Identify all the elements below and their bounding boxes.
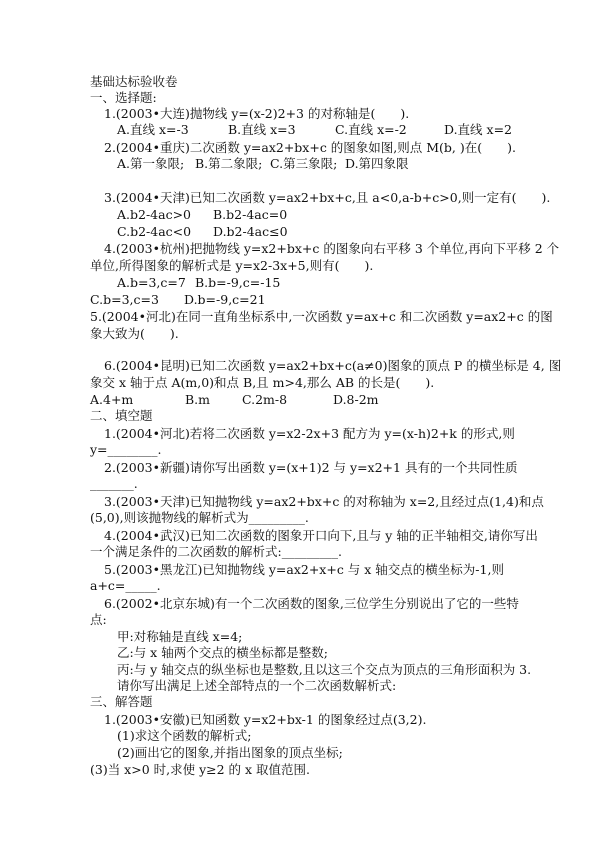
s2-q5-line1: 5.(2003•黑龙江)已知抛物线 y=ax2+x+c 与 x 轴交点的横坐标为-1,则 (104, 562, 504, 577)
s1-q3-option-c: C.b2-4ac<0 (117, 224, 192, 239)
s1-q6-option-a: A.4+m (90, 392, 134, 407)
s2-q2-line2: _______. (90, 476, 138, 491)
s2-q4-line1: 4.(2004•武汉)已知二次函数的图象开口向下,且与 y 轴的正半轴相交,请你写出 (104, 528, 538, 543)
s2-q6-line1: 6.(2002•北京东城)有一个二次函数的图象,三位学生分别说出了它的一些特 (104, 596, 519, 611)
s1-q4-option-b: B.b=-9,c=-15 (195, 275, 281, 290)
s3-q1-part2: (2)画出它的图象,并指出图象的顶点坐标; (117, 745, 343, 760)
section-3-heading: 三、解答题 (90, 694, 153, 709)
s1-q6-stem-line1: 6.(2004•昆明)已知二次函数 y=ax2+bx+c(a≠0)图象的顶点 P 的横坐标是 4, 图 (104, 358, 562, 373)
s2-q3-line1: 3.(2003•天津)已知抛物线 y=ax2+bx+c 的对称轴为 x=2,且经过点(1,4)和点 (104, 494, 544, 509)
s2-q6-student-yi: 乙:与 x 轴两个交点的横坐标都是整数; (117, 645, 328, 660)
s1-q3-option-b: B.b2-4ac=0 (213, 207, 288, 222)
s1-q2-option-a: A.第一象限; (117, 156, 185, 171)
s2-q2-line1: 2.(2003•新疆)请你写出函数 y=(x+1)2 与 y=x2+1 具有的一个共同性质 (104, 460, 518, 475)
s1-q4-option-c: C.b=3,c=3 (90, 292, 159, 307)
s1-q2-option-d: D.第四象限 (345, 156, 409, 171)
s2-q1-line2: y=________. (90, 442, 162, 457)
section-2-heading: 二、填空题 (90, 408, 153, 423)
section-1-heading: 一、选择题: (90, 90, 157, 105)
s2-q6-line2: 点: (90, 612, 107, 627)
s1-q2-option-b: B.第二象限; (195, 156, 263, 171)
s1-q2-option-c: C.第三象限; (270, 156, 338, 171)
s1-q2-stem: 2.(2004•重庆)二次函数 y=ax2+bx+c 的图象如图,则点 M(b, )在( ). (104, 140, 516, 155)
s2-q5-line2: a+c=_____. (90, 578, 161, 593)
s1-q5-stem-line1: 5.(2004•河北)在同一直角坐标系中,一次函数 y=ax+c 和二次函数 y=ax2+c 的图 (90, 309, 553, 324)
s3-q1-part3: (3)当 x>0 时,求使 y≥2 的 x 取值范围. (90, 762, 311, 777)
s2-q4-line2: 一个满足条件的二次函数的解析式:_________. (90, 544, 342, 559)
s1-q5-stem-line2: 象大致为( ). (90, 326, 179, 341)
s1-q3-stem: 3.(2004•天津)已知二次函数 y=ax2+bx+c,且 a<0,a-b+c>0,则一定有( ). (104, 190, 551, 205)
s1-q3-option-d: D.b2-4ac≤0 (213, 224, 288, 239)
s1-q1-stem: 1.(2003•大连)抛物线 y=(x-2)2+3 的对称轴是( ). (104, 106, 410, 121)
s1-q4-option-a: A.b=3,c=7 (117, 275, 186, 290)
s1-q4-stem-line2: 单位,所得图象的解析式是 y=x2-3x+5,则有( ). (90, 258, 374, 273)
s2-q6-student-jia: 甲:对称轴是直线 x=4; (117, 629, 243, 644)
s2-q6-ask: 请你写出满足上述全部特点的一个二次函数解析式: (117, 678, 397, 693)
s1-q4-stem-line1: 4.(2003•杭州)把抛物线 y=x2+bx+c 的图象向右平移 3 个单位,再向下平移 2 个 (104, 241, 560, 256)
s3-q1-part1: (1)求这个函数的解析式; (117, 728, 252, 743)
s1-q1-option-d: D.直线 x=2 (444, 122, 512, 137)
s1-q6-option-c: C.2m-8 (242, 392, 288, 407)
s2-q3-line2: (5,0),则该抛物线的解析式为_________. (90, 510, 309, 525)
s1-q6-stem-line2: 象交 x 轴于点 A(m,0)和点 B,且 m>4,那么 AB 的长是( ). (90, 375, 435, 390)
s1-q6-option-d: D.8-2m (333, 392, 379, 407)
s2-q1-line1: 1.(2004•河北)若将二次函数 y=x2-2x+3 配方为 y=(x-h)2+k 的形式,则 (104, 426, 515, 441)
s3-q1-stem: 1.(2003•安徽)已知函数 y=x2+bx-1 的图象经过点(3,2). (104, 712, 427, 727)
s1-q1-option-a: A.直线 x=-3 (117, 122, 189, 137)
doc-title: 基础达标验收卷 (90, 74, 178, 89)
s1-q1-option-c: C.直线 x=-2 (335, 122, 407, 137)
s2-q6-student-bing: 丙:与 y 轴交点的纵坐标也是整数,且以这三个交点为顶点的三角形面积为 3. (117, 662, 532, 677)
s1-q6-option-b: B.m (185, 392, 211, 407)
s1-q1-option-b: B.直线 x=3 (228, 122, 296, 137)
s1-q3-option-a: A.b2-4ac>0 (117, 207, 192, 222)
s1-q4-option-d: D.b=-9,c=21 (184, 292, 266, 307)
